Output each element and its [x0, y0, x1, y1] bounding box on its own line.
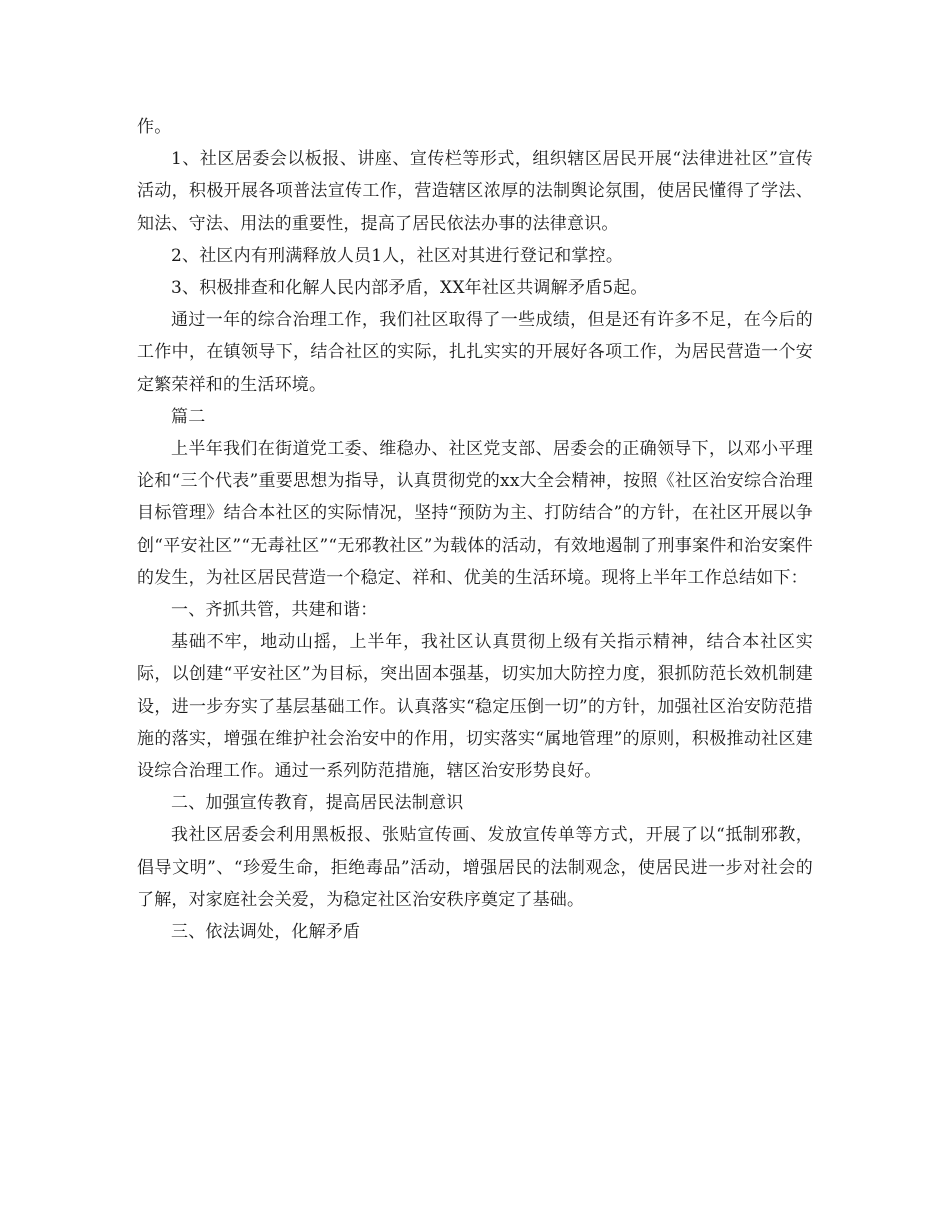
section-heading-part-two: 篇二 [171, 406, 206, 427]
section-heading-one: 一、齐抓共管，共建和谐： [171, 600, 378, 621]
document-body [137, 111, 813, 948]
paragraph-continuation: 作。 [137, 117, 172, 137]
section-heading-three: 三、依法调处，化解矛盾 [171, 922, 361, 943]
section-heading-two: 二、加强宣传教育，提高居民法制意识 [171, 793, 464, 814]
paragraph-section-two: 我社区居委会利用黑板报、张贴宣传画、发放宣传单等方式，开展了以“抵制邪教，倡导文明”、“珍爱生命，拒绝毒品”活动，增强居民的法制观念，使居民进一步对社会的了解，对家庭社会关爱，为稳定社区治安秩序奠定了基础。 [137, 825, 813, 910]
paragraph-item-2: 2、社区内有刑满释放人员1人，社区对其进行登记和掌控。 [171, 245, 624, 266]
paragraph-conclusion: 通过一年的综合治理工作，我们社区取得了一些成绩，但是还有许多不足，在今后的工作中，在镇领导下，结合社区的实际，扎扎实实的开展好各项工作，为居民营造一个安定繁荣祥和的生活环境。 [137, 310, 813, 395]
paragraph-item-3: 3、积极排查和化解人民内部矛盾，XX年社区共调解矛盾5起。 [171, 278, 648, 299]
paragraph-intro: 上半年我们在街道党工委、维稳办、社区党支部、居委会的正确领导下，以邓小平理论和“三个代表”重要思想为指导，认真贯彻党的xx大全会精神，按照《社区治安综合治理目标管理》结合本社区的实际情况，坚持“预防为主、打防结合”的方针，在社区开展以争创“平安社区”“无毒社区”“无邪教社区”为载体的活动，有效地遏制了刑事案件和治安案件的发生，为社区居民营造一个稳定、祥和、优美的生活环境。现将上半年工作总结如下： [137, 439, 813, 588]
paragraph-section-one: 基础不牢，地动山摇，上半年，我社区认真贯彻上级有关指示精神，结合本社区实际，以创建“平安社区”为目标，突出固本强基，切实加大防控力度，狠抓防范长效机制建设，进一步夯实了基层基础工作。认真落实“稳定压倒一切”的方针，加强社区治安防范措施的落实，增强在维护社会治安中的作用，切实落实“属地管理”的原则，积极推动社区建设综合治理工作。通过一系列防范措施，辖区治安形势良好。 [137, 632, 813, 782]
paragraph-item-1: 1、社区居委会以板报、讲座、宣传栏等形式，组织辖区居民开展“法律进社区”宣传活动，积极开展各项普法宣传工作，营造辖区浓厚的法制舆论氛围，使居民懂得了学法、知法、守法、用法的重要性，提高了居民依法办事的法律意识。 [137, 149, 813, 234]
